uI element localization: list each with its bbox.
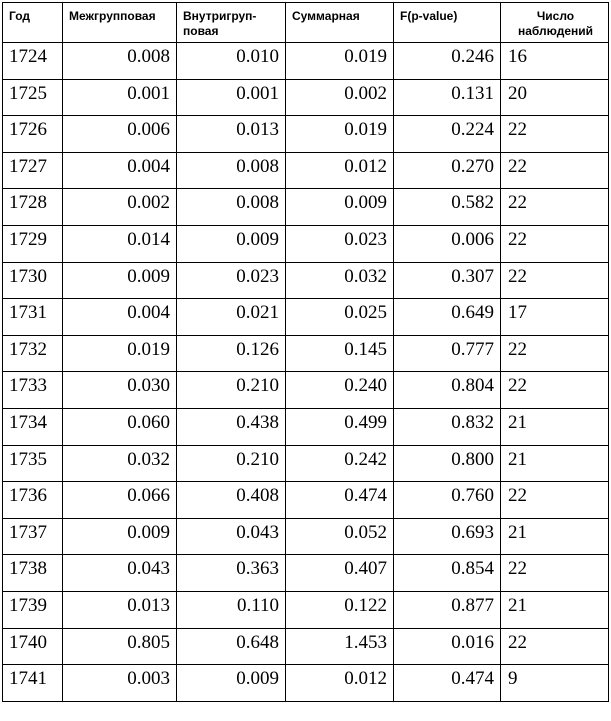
table-row	[3, 152, 609, 189]
table-row	[3, 445, 609, 482]
cell-observations: 22	[501, 152, 609, 189]
table-row	[3, 665, 609, 702]
cell-total: 0.019	[286, 116, 394, 153]
table-row	[3, 262, 609, 299]
cell-total: 0.474	[286, 482, 394, 519]
cell-total: 1.453	[286, 628, 394, 665]
cell-year: 1736	[3, 482, 63, 519]
cell-observations: 17	[501, 299, 609, 336]
cell-within-group: 0.013	[177, 116, 286, 153]
cell-observations: 21	[501, 518, 609, 555]
cell-between-group: 0.004	[63, 152, 177, 189]
cell-f-pvalue: 0.804	[394, 372, 501, 409]
cell-between-group: 0.019	[63, 335, 177, 372]
cell-observations: 22	[501, 116, 609, 153]
cell-f-pvalue: 0.307	[394, 262, 501, 299]
cell-f-pvalue: 0.800	[394, 445, 501, 482]
cell-between-group: 0.805	[63, 628, 177, 665]
cell-between-group: 0.009	[63, 262, 177, 299]
header-observations: Число наблюдений	[501, 3, 609, 43]
cell-year: 1740	[3, 628, 63, 665]
cell-between-group: 0.008	[63, 43, 177, 80]
header-year: Год	[3, 3, 63, 43]
cell-between-group: 0.006	[63, 116, 177, 153]
cell-within-group: 0.648	[177, 628, 286, 665]
cell-total: 0.242	[286, 445, 394, 482]
cell-between-group: 0.043	[63, 555, 177, 592]
cell-f-pvalue: 0.016	[394, 628, 501, 665]
cell-year: 1729	[3, 225, 63, 262]
cell-within-group: 0.009	[177, 665, 286, 702]
header-within-group: Внутригруп- повая	[177, 3, 286, 43]
cell-observations: 21	[501, 408, 609, 445]
cell-between-group: 0.003	[63, 665, 177, 702]
cell-within-group: 0.363	[177, 555, 286, 592]
cell-observations: 20	[501, 79, 609, 116]
table-row	[3, 116, 609, 153]
cell-total: 0.025	[286, 299, 394, 336]
cell-within-group: 0.210	[177, 445, 286, 482]
cell-within-group: 0.021	[177, 299, 286, 336]
cell-within-group: 0.008	[177, 152, 286, 189]
cell-within-group: 0.009	[177, 225, 286, 262]
header-f-pvalue: F(p-value)	[394, 3, 501, 43]
cell-between-group: 0.013	[63, 591, 177, 628]
table-row	[3, 225, 609, 262]
cell-between-group: 0.002	[63, 189, 177, 226]
cell-between-group: 0.066	[63, 482, 177, 519]
cell-year: 1730	[3, 262, 63, 299]
table-row	[3, 628, 609, 665]
cell-between-group: 0.030	[63, 372, 177, 409]
cell-f-pvalue: 0.474	[394, 665, 501, 702]
cell-total: 0.499	[286, 408, 394, 445]
cell-observations: 21	[501, 445, 609, 482]
cell-within-group: 0.210	[177, 372, 286, 409]
cell-within-group: 0.110	[177, 591, 286, 628]
cell-f-pvalue: 0.224	[394, 116, 501, 153]
cell-within-group: 0.408	[177, 482, 286, 519]
cell-between-group: 0.060	[63, 408, 177, 445]
cell-f-pvalue: 0.582	[394, 189, 501, 226]
cell-year: 1732	[3, 335, 63, 372]
cell-year: 1741	[3, 665, 63, 702]
cell-observations: 16	[501, 43, 609, 80]
cell-total: 0.240	[286, 372, 394, 409]
cell-year: 1733	[3, 372, 63, 409]
cell-f-pvalue: 0.777	[394, 335, 501, 372]
table-row	[3, 555, 609, 592]
table-row	[3, 299, 609, 336]
data-table	[2, 2, 609, 702]
cell-year: 1724	[3, 43, 63, 80]
cell-observations: 22	[501, 555, 609, 592]
cell-within-group: 0.010	[177, 43, 286, 80]
header-total: Суммарная	[286, 3, 394, 43]
cell-f-pvalue: 0.760	[394, 482, 501, 519]
cell-within-group: 0.023	[177, 262, 286, 299]
table-row	[3, 189, 609, 226]
cell-total: 0.002	[286, 79, 394, 116]
cell-f-pvalue: 0.131	[394, 79, 501, 116]
cell-observations: 22	[501, 372, 609, 409]
cell-year: 1726	[3, 116, 63, 153]
table-row	[3, 43, 609, 80]
cell-f-pvalue: 0.832	[394, 408, 501, 445]
cell-total: 0.012	[286, 152, 394, 189]
cell-total: 0.012	[286, 665, 394, 702]
table-row	[3, 372, 609, 409]
header-row	[3, 3, 609, 43]
cell-total: 0.407	[286, 555, 394, 592]
table-row	[3, 518, 609, 555]
table-row	[3, 335, 609, 372]
cell-total: 0.019	[286, 43, 394, 80]
cell-total: 0.052	[286, 518, 394, 555]
cell-within-group: 0.001	[177, 79, 286, 116]
table-row	[3, 482, 609, 519]
table-body	[3, 43, 609, 702]
cell-total: 0.032	[286, 262, 394, 299]
cell-observations: 22	[501, 225, 609, 262]
cell-f-pvalue: 0.877	[394, 591, 501, 628]
cell-within-group: 0.126	[177, 335, 286, 372]
cell-year: 1727	[3, 152, 63, 189]
cell-year: 1739	[3, 591, 63, 628]
cell-between-group: 0.001	[63, 79, 177, 116]
cell-total: 0.145	[286, 335, 394, 372]
cell-observations: 22	[501, 262, 609, 299]
table-row	[3, 408, 609, 445]
cell-f-pvalue: 0.854	[394, 555, 501, 592]
table-row	[3, 591, 609, 628]
cell-between-group: 0.014	[63, 225, 177, 262]
cell-year: 1735	[3, 445, 63, 482]
cell-f-pvalue: 0.693	[394, 518, 501, 555]
cell-total: 0.009	[286, 189, 394, 226]
cell-between-group: 0.032	[63, 445, 177, 482]
cell-total: 0.023	[286, 225, 394, 262]
cell-observations: 22	[501, 189, 609, 226]
cell-observations: 21	[501, 591, 609, 628]
header-between-group: Межгрупповая	[63, 3, 177, 43]
cell-within-group: 0.438	[177, 408, 286, 445]
table-row	[3, 79, 609, 116]
cell-year: 1728	[3, 189, 63, 226]
cell-year: 1737	[3, 518, 63, 555]
cell-between-group: 0.004	[63, 299, 177, 336]
cell-within-group: 0.043	[177, 518, 286, 555]
cell-observations: 9	[501, 665, 609, 702]
cell-observations: 22	[501, 335, 609, 372]
cell-f-pvalue: 0.246	[394, 43, 501, 80]
cell-f-pvalue: 0.006	[394, 225, 501, 262]
cell-between-group: 0.009	[63, 518, 177, 555]
cell-f-pvalue: 0.270	[394, 152, 501, 189]
cell-within-group: 0.008	[177, 189, 286, 226]
cell-total: 0.122	[286, 591, 394, 628]
cell-observations: 22	[501, 628, 609, 665]
cell-year: 1738	[3, 555, 63, 592]
cell-year: 1734	[3, 408, 63, 445]
cell-year: 1731	[3, 299, 63, 336]
cell-f-pvalue: 0.649	[394, 299, 501, 336]
cell-observations: 22	[501, 482, 609, 519]
cell-year: 1725	[3, 79, 63, 116]
